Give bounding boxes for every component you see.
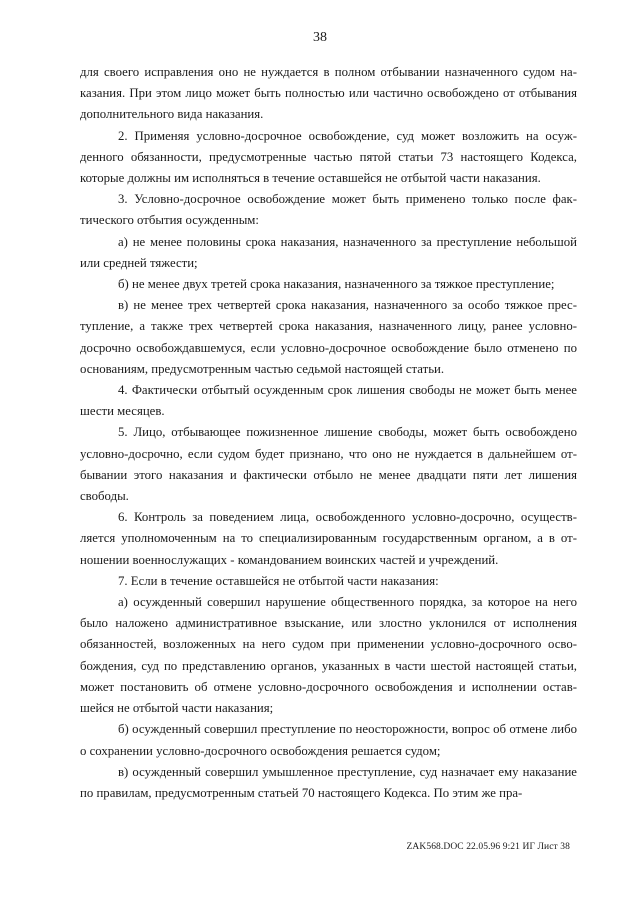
body-text: [80, 62, 577, 804]
page-footer: ZAK568.DOC 22.05.96 9:21 ИГ Лист 38: [406, 842, 570, 852]
paragraph: а) не менее половины срока наказания, назначенного за преступление небольшой или средней тяжести;: [80, 234, 577, 270]
paragraph: 5. Лицо, отбывающее пожизненное лишение свободы, может быть освобождено условно-досрочно, если судом будет признано, что оно не нуждается в дальнейшем отбывании этого наказания и фактически отбыло не менее двадцати пяти лет лишения свободы.: [80, 425, 577, 504]
paragraph: 4. Фактически отбытый осужденным срок лишения свободы не может быть менее шести месяцев.: [80, 383, 577, 419]
paragraph: б) не менее двух третей срока наказания, назначенного за тяжкое преступление;: [118, 277, 555, 292]
paragraph: б) осужденный совершил преступление по неосторожности, вопрос об отмене либо о сохранении условно-досрочного освобождения решается судом;: [80, 722, 577, 758]
paragraph: 2. Применяя условно-досрочное освобождение, суд может возложить на осужденного обязанности, предусмотренные частью пятой статьи 73 настоящего Кодекса, которые должны им исполняться в течение оставшейся не отбытой части наказания.: [80, 128, 577, 186]
paragraph: 6. Контроль за поведением лица, освобожденного условно-досрочно, осуществляется уполномоченным на то специализированным государственным органом, а в отношении военнослужащих - командованием воинских частей и учреждений.: [80, 510, 577, 567]
paragraph: а) осужденный совершил нарушение общественного порядка, за которое на него было наложено административное взыскание, или злостно уклонился от исполнения обязанностей, возложенных на него судом при применении условно-досрочного освобождения, суд по представлению органов, указанных в части шестой настоящей статьи, может постановить об отмене условно-досрочного освобождения и исполнении оставшейся не отбытой части наказания;: [80, 595, 577, 716]
paragraph: в) не менее трех четвертей срока наказания, назначенного за особо тяжкое преступление, а также трех четвертей срока наказания, назначенного лицу, ранее условно-досрочно освобождавшемуся, если условно-досрочное освобождение было отменено по основаниям, предусмотренным частью седьмой настоящей статьи.: [80, 298, 577, 376]
paragraph: 7. Если в течение оставшейся не отбытой части наказания:: [118, 573, 439, 588]
paragraph: 3. Условно-досрочное освобождение может быть применено только после фактического отбытия осужденным:: [80, 192, 577, 228]
page-number: 38: [313, 30, 327, 45]
paragraph: для своего исправления оно не нуждается в полном отбывании назначенного судом наказания. При этом лицо может быть полностью или частично освобождено от отбывания дополнительного вида наказания.: [80, 65, 577, 122]
paragraph: в) осужденный совершил умышленное преступление, суд назначает ему наказание по правилам, предусмотренным статьей 70 настоящего Кодекса. По этим же пра-: [80, 764, 577, 800]
